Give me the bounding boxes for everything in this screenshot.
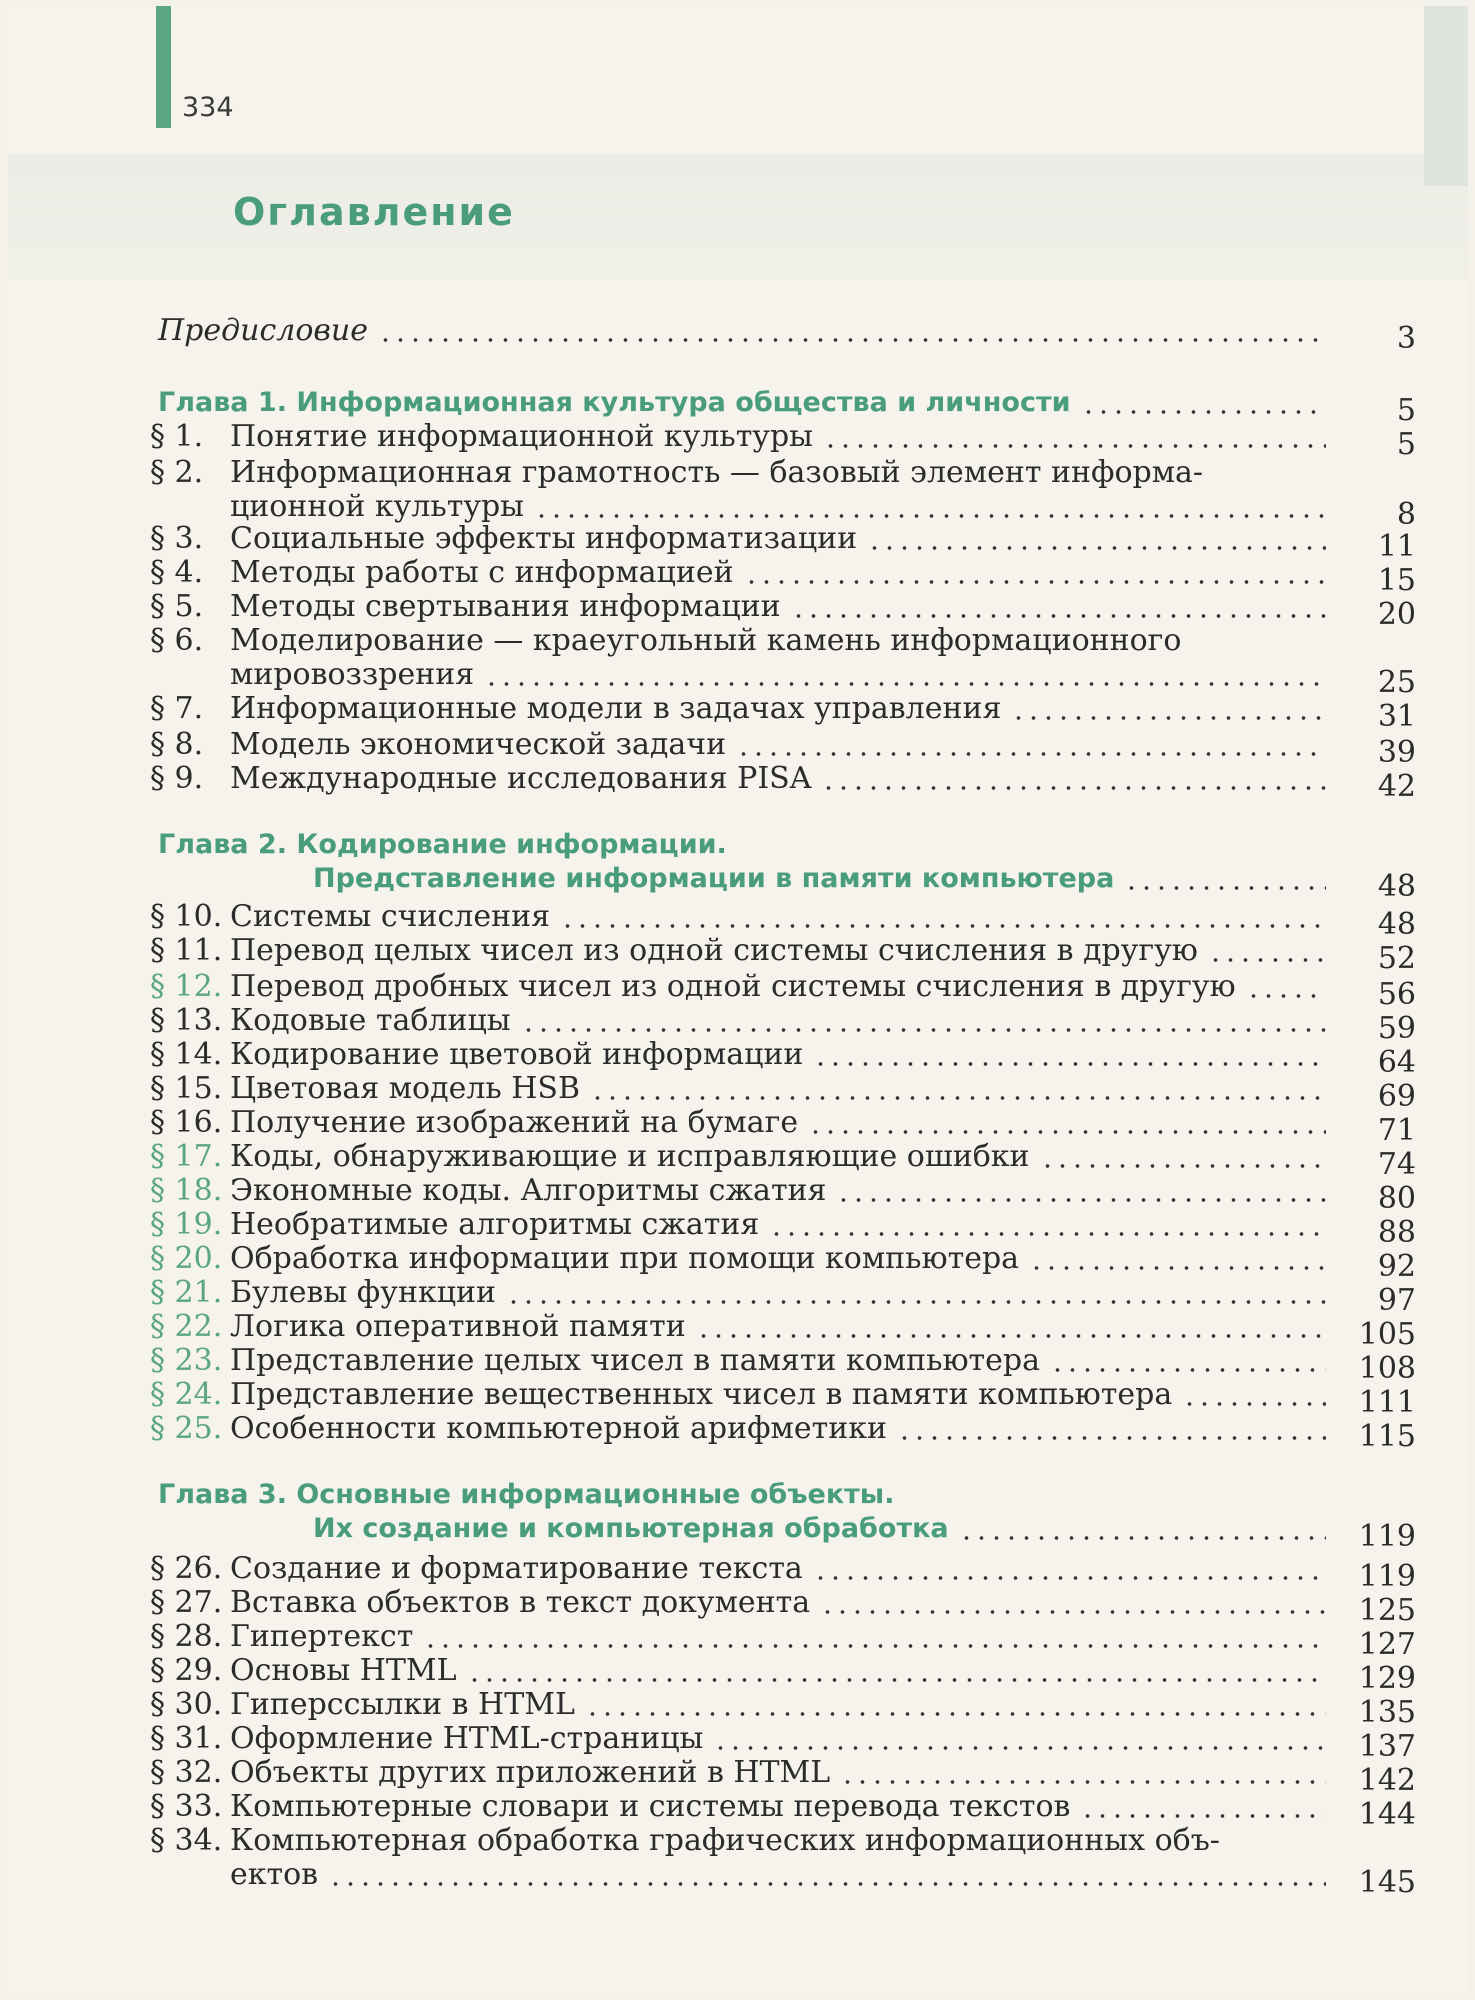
entry-title: Международные исследования PISA	[230, 761, 812, 796]
section-number: § 21.	[150, 1275, 223, 1310]
chapter-title-line: Глава 3. Основные информационные объекты.	[158, 1479, 895, 1510]
section-number: § 19.	[150, 1207, 223, 1242]
section-number: § 31.	[150, 1721, 223, 1756]
page-ref: 135	[1358, 1695, 1416, 1730]
dot-leader	[820, 1610, 1326, 1614]
entry-title: Перевод дробных чисел из одной системы счисления в другую	[230, 969, 1236, 1004]
dot-leader	[813, 1576, 1326, 1580]
entry-title: Булевы функции	[230, 1275, 496, 1310]
toc-title: Оглавление	[233, 190, 515, 234]
entry-title: Компьютерные словари и системы перевода текстов	[230, 1789, 1071, 1824]
dot-leader	[897, 1436, 1326, 1440]
section-number: § 23.	[150, 1343, 223, 1378]
entry-title: Гиперссылки в HTML	[230, 1687, 575, 1722]
entry-title: Основы HTML	[230, 1653, 457, 1688]
page-ref: 20	[1377, 597, 1416, 632]
chapter-title-line: Представление информации в памяти компьютера	[313, 863, 1115, 894]
entry-title: ционной культуры	[230, 489, 525, 524]
dot-leader	[467, 1678, 1326, 1682]
page-ref: 111	[1358, 1385, 1416, 1420]
book-page	[8, 6, 1468, 1994]
dot-leader	[696, 1334, 1326, 1338]
section-number: § 10.	[150, 899, 223, 934]
dot-leader	[1011, 716, 1326, 720]
section-number: § 14.	[150, 1037, 223, 1072]
dot-leader	[959, 1536, 1326, 1540]
page-edge-tint	[1424, 6, 1468, 186]
show-through-band	[8, 154, 1468, 280]
page-ref: 105	[1358, 1317, 1416, 1352]
page-ref: 15	[1377, 563, 1416, 598]
dot-leader	[1029, 1266, 1326, 1270]
entry-title: Предисловие	[158, 313, 368, 348]
entry-title: Цветовая модель HSB	[230, 1071, 581, 1106]
section-number: § 33.	[150, 1789, 223, 1824]
entry-title: Обработка информации при помощи компьютера	[230, 1241, 1020, 1276]
dot-leader	[840, 1780, 1326, 1784]
section-number: § 5.	[150, 589, 204, 624]
page-ref: 145	[1358, 1865, 1416, 1900]
page-ref: 144	[1358, 1797, 1416, 1832]
dot-leader	[769, 1232, 1326, 1236]
entry-title: Представление целых чисел в памяти компьютера	[230, 1343, 1040, 1378]
page-ref: 56	[1377, 977, 1416, 1012]
dot-leader	[484, 682, 1326, 686]
dot-leader	[791, 614, 1326, 618]
chapter-color-bar	[156, 6, 171, 128]
dot-leader	[1040, 1164, 1326, 1168]
page-ref: 48	[1377, 907, 1416, 942]
entry-title: Необратимые алгоритмы сжатия	[230, 1207, 760, 1242]
entry-title: Коды, обнаруживающие и исправляющие ошибки	[230, 1139, 1030, 1174]
dot-leader	[534, 514, 1326, 518]
page-ref: 52	[1377, 941, 1416, 976]
dot-leader	[1124, 886, 1326, 890]
entry-title: Системы счисления	[230, 899, 551, 934]
entry-title: Понятие информационной культуры	[230, 419, 814, 454]
dot-leader	[328, 1882, 1326, 1886]
entry-title: Кодирование цветовой информации	[230, 1037, 804, 1072]
chapter-title-line: Глава 2. Кодирование информации.	[158, 829, 727, 860]
page-ref: 11	[1377, 529, 1416, 564]
section-number: § 27.	[150, 1585, 223, 1620]
dot-leader	[1080, 1814, 1326, 1818]
section-number: § 30.	[150, 1687, 223, 1722]
entry-title: Оформление HTML-страницы	[230, 1721, 704, 1756]
page-ref: 5	[1396, 427, 1416, 462]
section-number: § 7.	[150, 691, 204, 726]
page-number: 334	[182, 92, 234, 123]
page-ref: 25	[1377, 665, 1416, 700]
page-ref: 8	[1396, 497, 1416, 532]
dot-leader	[1208, 958, 1326, 962]
entry-title: Моделирование — краеугольный камень информационного	[230, 623, 1182, 658]
dot-leader	[378, 338, 1326, 342]
page-ref: 48	[1377, 869, 1416, 904]
dot-leader	[1081, 410, 1326, 414]
dot-leader	[808, 1130, 1326, 1134]
entry-title: Особенности компьютерной арифметики	[230, 1411, 887, 1446]
page-ref: 69	[1377, 1079, 1416, 1114]
page-ref: 115	[1358, 1419, 1416, 1454]
dot-leader	[423, 1644, 1326, 1648]
dot-leader	[585, 1712, 1326, 1716]
page-ref: 97	[1377, 1283, 1416, 1318]
entry-title: Вставка объектов в текст документа	[230, 1585, 811, 1620]
entry-title: Социальные эффекты информатизации	[230, 521, 858, 556]
page-ref: 119	[1358, 1519, 1416, 1554]
entry-title: Перевод целых чисел из одной системы счисления в другую	[230, 933, 1198, 968]
entry-title: Методы свертывания информации	[230, 589, 781, 624]
page-ref: 108	[1358, 1351, 1416, 1386]
section-number: § 4.	[150, 555, 204, 590]
section-number: § 3.	[150, 521, 204, 556]
section-number: § 26.	[150, 1551, 223, 1586]
dot-leader	[1182, 1402, 1326, 1406]
page-ref: 88	[1377, 1215, 1416, 1250]
section-number: § 28.	[150, 1619, 223, 1654]
section-number: § 2.	[150, 455, 204, 490]
page-ref: 39	[1377, 735, 1416, 770]
page-ref: 74	[1377, 1147, 1416, 1182]
chapter-title-line: Глава 1. Информационная культура общества и личности	[158, 387, 1071, 418]
section-number: § 22.	[150, 1309, 223, 1344]
dot-leader	[736, 752, 1326, 756]
entry-title: Логика оперативной памяти	[230, 1309, 686, 1344]
dot-leader	[590, 1096, 1326, 1100]
section-number: § 24.	[150, 1377, 223, 1412]
page-ref: 80	[1377, 1181, 1416, 1216]
section-number: § 13.	[150, 1003, 223, 1038]
entry-title: Объекты других приложений в HTML	[230, 1755, 831, 1790]
page-ref: 42	[1377, 769, 1416, 804]
dot-leader	[560, 924, 1326, 928]
section-number: § 20.	[150, 1241, 223, 1276]
section-number: § 17.	[150, 1139, 223, 1174]
page-ref: 129	[1358, 1661, 1416, 1696]
entry-title: Представление вещественных чисел в памяти компьютера	[230, 1377, 1173, 1412]
page-ref: 125	[1358, 1593, 1416, 1628]
page-ref: 3	[1396, 321, 1416, 356]
page-ref: 64	[1377, 1045, 1416, 1080]
entry-title: Получение изображений на бумаге	[230, 1105, 799, 1140]
entry-title: Методы работы с информацией	[230, 555, 734, 590]
section-number: § 25.	[150, 1411, 223, 1446]
section-number: § 12.	[150, 969, 223, 1004]
page-ref: 127	[1358, 1627, 1416, 1662]
entry-title: Информационная грамотность — базовый элемент информа-	[230, 455, 1204, 490]
section-number: § 6.	[150, 623, 204, 658]
dot-leader	[713, 1746, 1326, 1750]
entry-title: Модель экономической задачи	[230, 727, 727, 762]
entry-title: мировоззрения	[230, 657, 475, 692]
dot-leader	[521, 1028, 1326, 1032]
dot-leader	[506, 1300, 1326, 1304]
dot-leader	[744, 580, 1326, 584]
entry-title: Информационные модели в задачах управления	[230, 691, 1002, 726]
dot-leader	[836, 1198, 1326, 1202]
page-ref: 71	[1377, 1113, 1416, 1148]
entry-title: Компьютерная обработка графических информационных объ-	[230, 1823, 1220, 1858]
entry-title: Экономные коды. Алгоритмы сжатия	[230, 1173, 827, 1208]
dot-leader	[1246, 994, 1326, 998]
section-number: § 16.	[150, 1105, 223, 1140]
page-ref: 142	[1358, 1763, 1416, 1798]
section-number: § 11.	[150, 933, 223, 968]
section-number: § 34.	[150, 1823, 223, 1858]
section-number: § 1.	[150, 419, 204, 454]
section-number: § 9.	[150, 761, 204, 796]
section-number: § 18.	[150, 1173, 223, 1208]
dot-leader	[813, 1062, 1326, 1066]
page-ref: 92	[1377, 1249, 1416, 1284]
section-number: § 8.	[150, 727, 204, 762]
dot-leader	[867, 546, 1326, 550]
section-number: § 29.	[150, 1653, 223, 1688]
entry-title: Кодовые таблицы	[230, 1003, 511, 1038]
dot-leader	[821, 786, 1326, 790]
dot-leader	[1050, 1368, 1326, 1372]
page-ref: 137	[1358, 1729, 1416, 1764]
dot-leader	[823, 444, 1326, 448]
chapter-title-line: Их создание и компьютерная обработка	[313, 1513, 949, 1544]
page-ref: 59	[1377, 1011, 1416, 1046]
page-ref: 119	[1358, 1559, 1416, 1594]
entry-title: Гипертекст	[230, 1619, 414, 1654]
entry-title: Создание и форматирование текста	[230, 1551, 803, 1586]
section-number: § 32.	[150, 1755, 223, 1790]
page-ref: 31	[1377, 699, 1416, 734]
page-ref: 5	[1396, 393, 1416, 428]
entry-title: ектов	[230, 1857, 319, 1892]
section-number: § 15.	[150, 1071, 223, 1106]
